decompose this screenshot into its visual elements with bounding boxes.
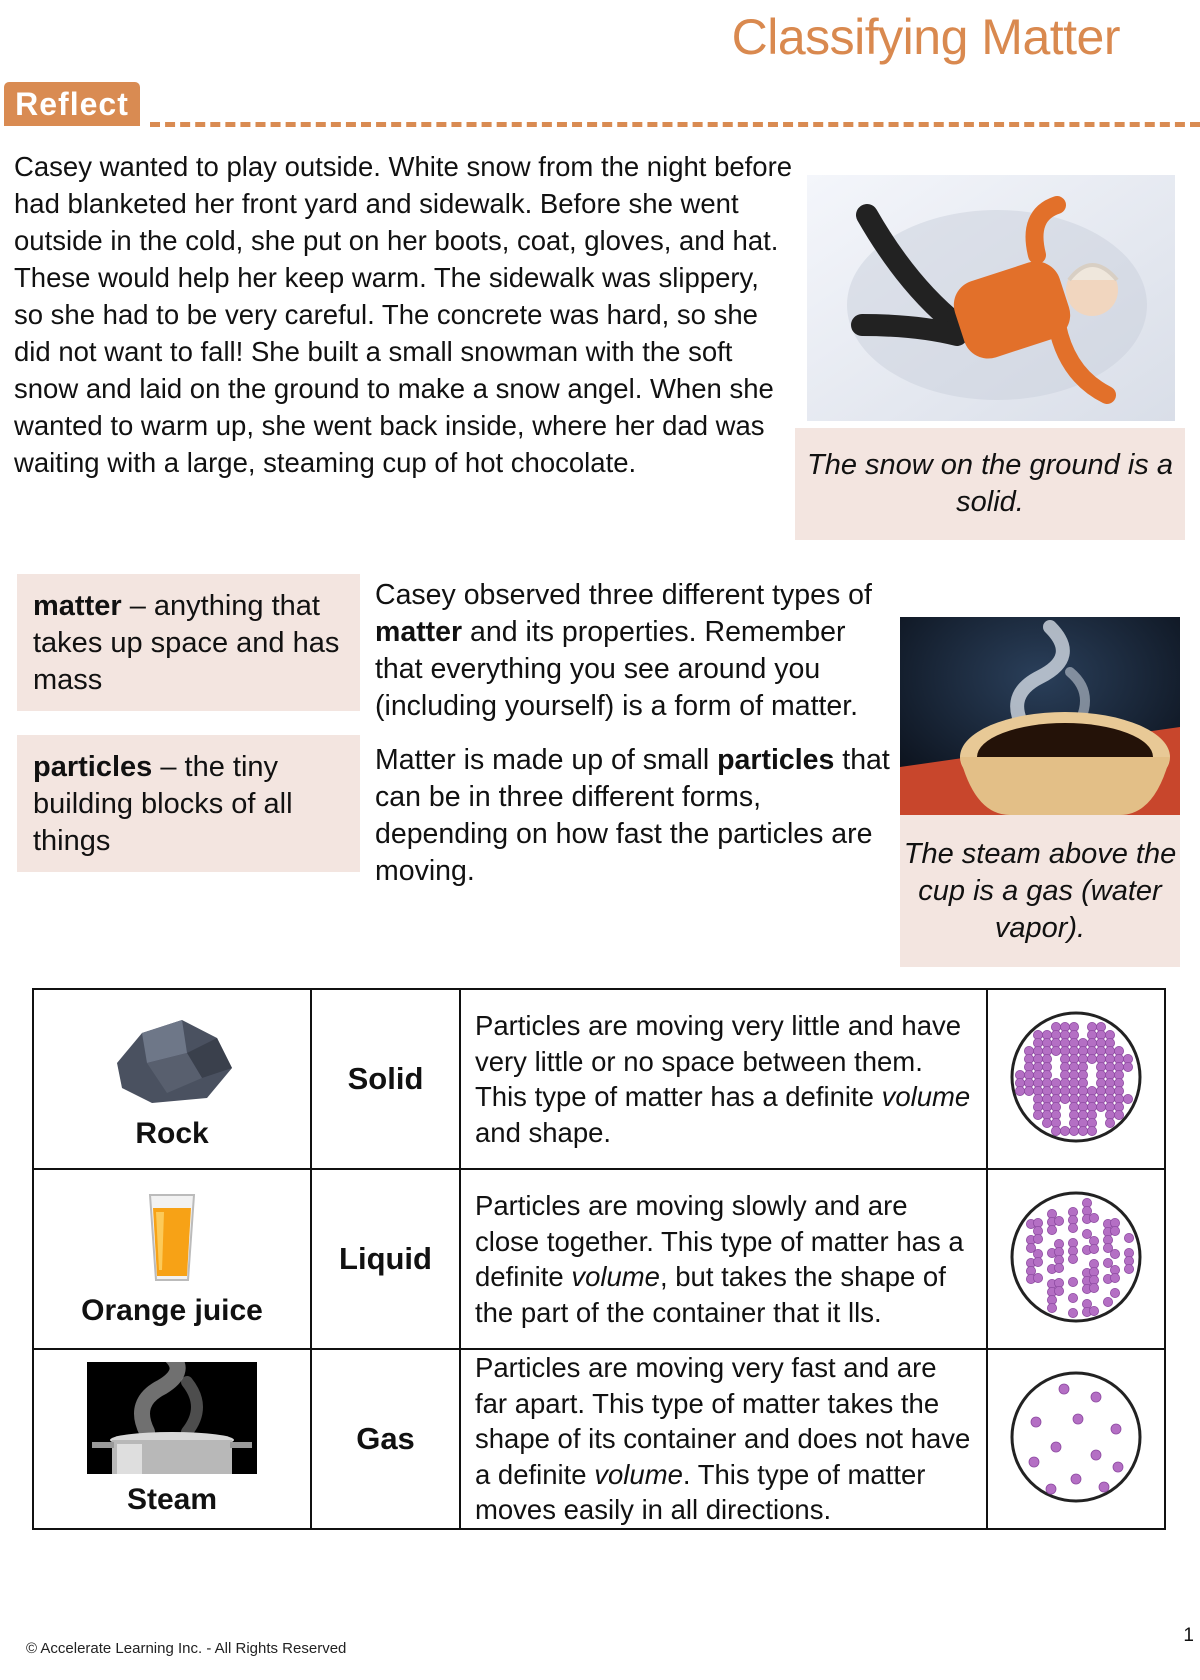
- particle-dot: [1060, 1126, 1069, 1135]
- particle-cell: [987, 989, 1165, 1169]
- particle-dot: [1069, 1126, 1078, 1135]
- particle-cell: [987, 1169, 1165, 1349]
- particle-dot: [1103, 1258, 1112, 1267]
- particle-dot: [1054, 1263, 1063, 1272]
- particle-dot: [1068, 1308, 1077, 1317]
- item-label: Steam: [126, 1482, 218, 1516]
- particle-dot: [1110, 1273, 1119, 1282]
- text-run: and shape.: [474, 1116, 612, 1148]
- particle-cell: [987, 1349, 1165, 1529]
- particle-dot: [1051, 1046, 1060, 1055]
- particle-dot: [1087, 1054, 1096, 1063]
- snow-photo-caption: The snow on the ground is a solid.: [795, 428, 1185, 540]
- italic-term: volume: [571, 1261, 660, 1292]
- particle-dot: [1110, 1288, 1119, 1297]
- gas-particles-icon: [1006, 1367, 1146, 1507]
- particle-dot: [1099, 1482, 1109, 1492]
- rock-icon: [107, 1008, 237, 1108]
- particle-dot: [1091, 1392, 1101, 1402]
- text-run: Casey observed three different types of: [375, 579, 872, 611]
- particle-dot: [1087, 1126, 1096, 1135]
- text-run: . This type of matter moves easily in all directions.: [474, 1458, 926, 1526]
- particle-dot: [1091, 1450, 1101, 1460]
- particle-dot: [1071, 1474, 1081, 1484]
- table-row-solid: [33, 989, 1165, 1169]
- intro-paragraph-2: [375, 742, 895, 890]
- page-title: Classifying Matter: [731, 9, 1120, 65]
- particle-dot: [1033, 1257, 1042, 1266]
- definition-text: – the tiny building blocks of all things: [33, 751, 293, 857]
- particle-dot: [1047, 1303, 1056, 1312]
- particle-dot: [1047, 1225, 1056, 1234]
- table-row-gas: [33, 1349, 1165, 1529]
- particle-dot: [1068, 1254, 1077, 1263]
- state-description: [460, 1349, 987, 1529]
- steam-photo-caption: The steam above the cup is a gas (water vapor).: [900, 815, 1180, 967]
- particle-dot: [1110, 1226, 1119, 1235]
- item-label: Orange juice: [81, 1294, 263, 1327]
- item-cell: [33, 989, 311, 1169]
- liquid-particles-icon: [1006, 1187, 1146, 1327]
- definition-text: – anything that takes up space and has mass: [33, 590, 340, 696]
- particle-dot: [1124, 1233, 1133, 1242]
- particle-dot: [1089, 1244, 1098, 1253]
- solid-particles-icon: [1006, 1007, 1146, 1147]
- table-row-liquid: [33, 1169, 1165, 1349]
- particle-dot: [1033, 1234, 1042, 1243]
- item-label: Rock: [135, 1116, 209, 1150]
- particle-dot: [1024, 1086, 1033, 1095]
- particle-dot: [1089, 1306, 1098, 1315]
- particle-dot: [1068, 1223, 1077, 1232]
- definition-term: matter: [33, 590, 122, 622]
- state-label: Solid: [311, 989, 460, 1169]
- state-label: Gas: [311, 1349, 460, 1529]
- particle-dot: [1054, 1286, 1063, 1295]
- copyright-notice: © Accelerate Learning Inc. - All Rights Reserved: [26, 1640, 347, 1657]
- particle-dot: [1046, 1484, 1056, 1494]
- italic-term: volume: [881, 1081, 971, 1112]
- particle-dot: [1031, 1417, 1041, 1427]
- story-paragraph: Casey wanted to play outside. White snow from the night before had blanketed her front yard and sidewalk. Before she went outside in the cold, she put on her boots, coat, gloves, and hat. These would help her keep warm. The sidewalk was slippery, so she had to be very careful. The concrete was hard, so she did not want to fall! She built a small snowman with the soft snow and laid on the ground to make a snow angel. When she wanted to warm up, she went back inside, where her dad was waiting with a large, steaming cup of hot chocolate.: [14, 151, 793, 478]
- particle-dot: [1033, 1110, 1042, 1119]
- text-run: Particles are moving very fast and are far apart. This type of matter takes the shape of its container and does not have a definite: [474, 1352, 971, 1490]
- bold-term: particles: [717, 744, 835, 776]
- particle-dot: [1078, 1126, 1087, 1135]
- particle-dot: [1123, 1094, 1132, 1103]
- particle-dot: [1051, 1126, 1060, 1135]
- intro-paragraph-1: [375, 577, 895, 725]
- particle-dot: [1082, 1229, 1091, 1238]
- text-run: Particles are moving slowly and are close together. This type of matter has a definite: [474, 1190, 964, 1292]
- steaming-pot-icon: [87, 1362, 257, 1474]
- state-description: [460, 1169, 987, 1349]
- particle-dot: [1089, 1283, 1098, 1292]
- state-label: Liquid: [311, 1169, 460, 1349]
- item-cell: [33, 1349, 311, 1529]
- orange-juice-icon: [142, 1190, 202, 1285]
- definition-term: particles: [33, 751, 153, 783]
- particle-dot: [1042, 1118, 1051, 1127]
- definition-particles: [17, 735, 360, 872]
- particle-dot: [1051, 1442, 1061, 1452]
- particle-dot: [1105, 1118, 1114, 1127]
- text-run: , but takes the shape of the part of the container that it lls.: [474, 1261, 946, 1328]
- particle-dot: [1123, 1062, 1132, 1071]
- particle-dot: [1124, 1264, 1133, 1273]
- particle-dot: [1096, 1102, 1105, 1111]
- particle-dot: [1073, 1414, 1083, 1424]
- particle-dot: [1054, 1216, 1063, 1225]
- particle-dot: [1113, 1462, 1123, 1472]
- particle-dot: [1089, 1213, 1098, 1222]
- states-of-matter-table: [32, 988, 1166, 1530]
- text-run: Particles are moving very little and have very little or no space between them. This type of matter has a definite: [474, 1010, 962, 1112]
- text-run: that can be in three different forms, depending on how fast the particles are moving.: [375, 744, 890, 887]
- particle-dot: [1114, 1110, 1123, 1119]
- particle-dot: [1060, 1094, 1069, 1103]
- particle-dot: [1059, 1384, 1069, 1394]
- particle-dot: [1111, 1424, 1121, 1434]
- definition-matter: [17, 574, 360, 711]
- steaming-cup-photo: [900, 617, 1180, 815]
- text-run: Matter is made up of small: [375, 744, 718, 776]
- state-description: [460, 989, 987, 1169]
- particle-dot: [1103, 1297, 1112, 1306]
- bold-term: matter: [375, 616, 463, 648]
- snow-angel-photo: [807, 175, 1175, 421]
- particle-dot: [1068, 1293, 1077, 1302]
- page-number: 1: [1183, 1625, 1194, 1646]
- intro-text: [375, 577, 895, 907]
- particle-dot: [1029, 1457, 1039, 1467]
- section-divider: [150, 122, 1200, 127]
- particle-dot: [1110, 1249, 1119, 1258]
- item-cell: [33, 1169, 311, 1349]
- section-tab-reflect: Reflect: [4, 82, 140, 126]
- particle-dot: [1068, 1277, 1077, 1286]
- italic-term: volume: [594, 1458, 683, 1490]
- particle-dot: [1015, 1086, 1024, 1095]
- particle-dot: [1033, 1273, 1042, 1282]
- text-run: and its properties. Remember that everything you see around you (including yourself) is a form of matter.: [375, 616, 859, 722]
